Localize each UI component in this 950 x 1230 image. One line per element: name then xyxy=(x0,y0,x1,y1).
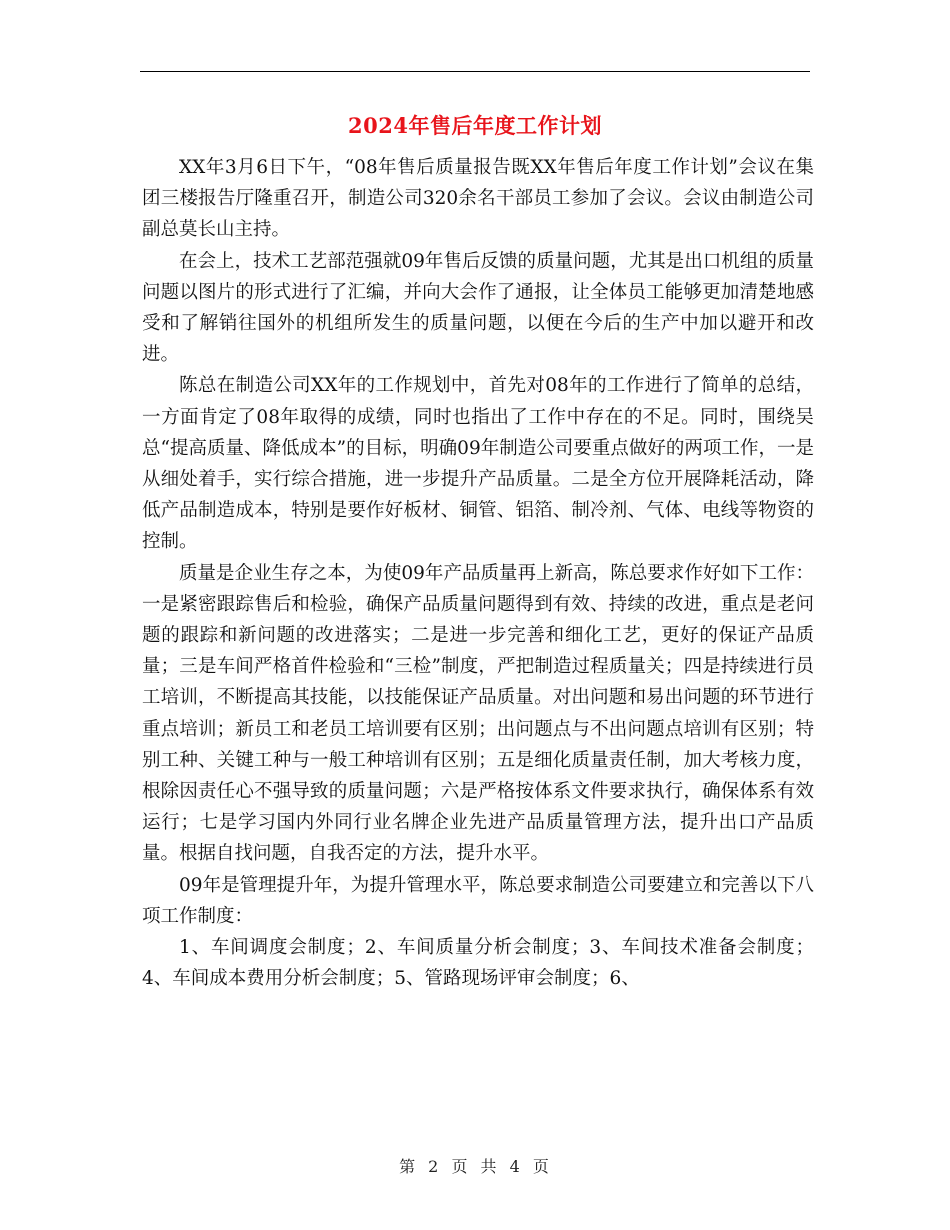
document-body xyxy=(142,152,814,994)
header-rule xyxy=(140,71,810,72)
paragraph-2: 在会上，技术工艺部范强就09年售后反馈的质量问题，尤其是出口机组的质量问题以图片的形式进行了汇编，并向大会作了通报，让全体员工能够更加清楚地感受和了解销往国外的机组所发生的质量问题，以便在今后的生产中加以避开和改进。 xyxy=(142,250,814,366)
paragraph-6: 1、车间调度会制度；2、车间质量分析会制度；3、车间技术准备会制度；4、车间成本费用分析会制度；5、管路现场评审会制度；6、 xyxy=(142,937,814,990)
page-number-footer: 第 2 页 共 4 页 xyxy=(399,1157,551,1176)
paragraph-5: 09年是管理提升年，为提升管理水平，陈总要求制造公司要建立和完善以下八项工作制度： xyxy=(142,874,814,927)
paragraph-1: XX年3月6日下午，“08年售后质量报告既XX年售后年度工作计划”会议在集团三楼报告厅隆重召开，制造公司320余名干部员工参加了会议。会议由制造公司副总莫长山主持。 xyxy=(142,157,814,241)
paragraph-4: 质量是企业生存之本，为使09年产品质量再上新高，陈总要求作好如下工作： 一是紧密跟踪售后和检验，确保产品质量问题得到有效、持续的改进，重点是老问题的跟踪和新问题的改进落实；二是进一步完善和细化工艺，更好的保证产品质量；三是车间严格首件检验和“三检”制度，严把制造过程质量关；四是持续进行员工培训，不断提高其技能，以技能保证产品质量。对出问题和易出问题的环节进行重点培训；新员工和老员工培训要有区别；出问题点与不出问题点培训有区别；特别工种、关键工种与一般工种培训有区别；五是细化质量责任制，加大考核力度，根除因责任心不强导致的质量问题；六是严格按体系文件要求执行，确保体系有效运行；七是学习国内外同行业名牌企业先进产品质量管理方法，提升出口产品质量。根据自找问题，自我否定的方法，提升水平。 xyxy=(142,562,814,865)
document-title: 2024年售后年度工作计划 xyxy=(348,113,602,138)
paragraph-3: 陈总在制造公司XX年的工作规划中，首先对08年的工作进行了简单的总结，一方面肯定了08年取得的成绩，同时也指出了工作中存在的不足。同时，围绕吴总“提高质量、降低成本”的目标，明确09年制造公司要重点做好的两项工作，一是从细处着手，实行综合措施，进一步提升产品质量。二是全方位开展降耗活动，降低产品制造成本，特别是要作好板材、铜管、铝箔、制冷剂、气体、电线等物资的控制。 xyxy=(142,375,814,553)
